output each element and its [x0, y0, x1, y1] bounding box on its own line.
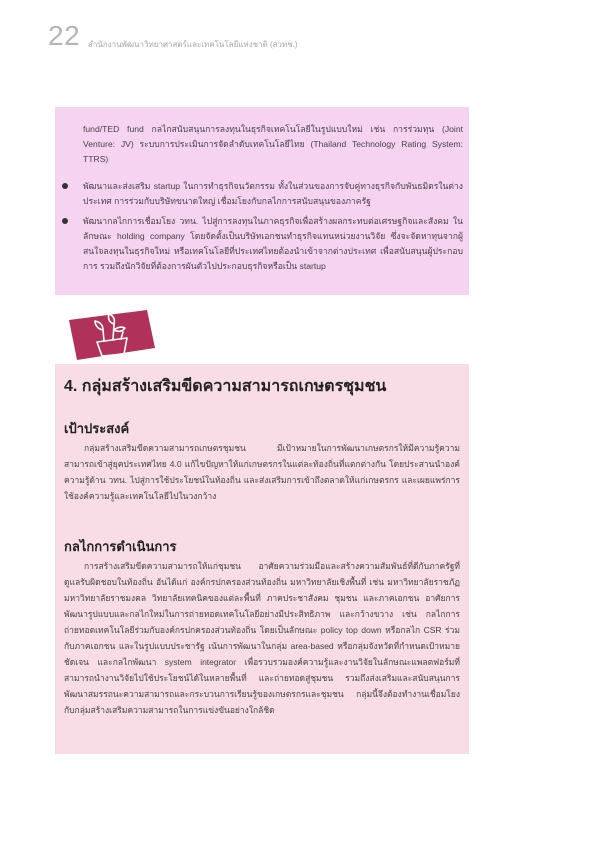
page-number: 22	[48, 20, 81, 51]
info-box-pink	[55, 107, 469, 295]
bullet-icon	[62, 183, 68, 189]
objective-paragraph: กลุ่มสร้างเสริมขีดความสามารถเกษตรชุมชน มีเป้าหมายในการพัฒนาเกษตรกรให้มีความรู้ความสามารถเข้าสู่ยุคประเทศไทย 4.0 แก้ไขปัญหาให้แก่เกษตรกรในแต่ละท้องถิ่นที่แตกต่างกัน โดยประสานนำองค์ความรู้ด้าน วทน. ไปสู่การใช้ประโยชน์ในท้องถิ่น และส่งเสริมการเข้าถึงตลาดให้แก่เกษตรกร และเผยแพร่การใช้องค์ความรู้และเทคโนโลยีไปในวงกว้าง	[64, 443, 460, 501]
bullet-item-startup: พัฒนาและส่งเสริม startup ในการทำธุรกิจนวัตกรรม ทั้งในส่วนของการจับคู่ทางธุรกิจกับพันธมิตรในต่างประเทศ การร่วมกับบริษัทขนาดใหญ่ เชื่อมโยงกับกลไกการสนับสนุนของภาครัฐ	[83, 181, 463, 206]
objective-heading: เป้าประสงค์	[64, 421, 130, 436]
section-box	[55, 364, 469, 754]
bullet-icon	[62, 218, 68, 224]
mechanism-heading: กลไกการดำเนินการ	[64, 539, 177, 554]
plant-pot-icon	[69, 310, 155, 364]
mechanism-paragraph: การสร้างเสริมขีดความสามารถให้แก่ชุมชน อาศัยความร่วมมือและสร้างความสัมพันธ์ที่ดีกับภาครัฐที่ดูแลรับผิดชอบในท้องถิ่น อันได้แก่ องค์กรปกครองส่วนท้องถิ่น มหาวิทยาลัยเชิงพื้นที่ เช่น มหาวิทยาลัยราชภัฏ มหาวิทยาลัยราชมงคล วิทยาลัยเทคนิคของแต่ละพื้นที่ ภาคประชาสังคม ชุมชน และภาคเอกชน อาศัยการพัฒนารูปแบบและกลไกใหม่ในการถ่ายทอดเทคโนโลยีอย่างมีประสิทธิภาพ และกว้างขวาง เช่น กลไกการถ่ายทอดเทคโนโลยีร่วมกับองค์กรปกครองส่วนท้องถิ่น โดยเป็นลักษณะ policy top down หรือกลไก CSR ร่วมกับภาคเอกชน และในรูปแบบประชารัฐ เน้นการพัฒนาในกลุ่ม area-based หรือกลุ่มจังหวัดที่กำหนดเป้าหมายชัดเจน และกลไกพัฒนา system integrator เพื่อรวบรวมองค์ความรู้และงานวิจัยในลักษณะแพลตฟอร์มที่สามารถนำงานวิจัยไปใช้ประโยชน์ได้ในหลายพื้นที่ และถ่ายทอดสู่ชุมชน รวมถึงส่งเสริมและสนับสนุนการพัฒนาสมรรถนะความสามารถและกระบวนการเรียนรู้ของเกษตรกรและชุมชน กลุ่มนี้จึงต้องทำงานเชื่อมโยงกับกลุ่มสร้างเสริมความสามารถในการแข่งขันอย่างใกล้ชิด	[64, 561, 460, 715]
bullet-item-holding-company: พัฒนากลไกการเชื่อมโยง วทน. ไปสู่การลงทุนในภาคธุรกิจเพื่อสร้างผลกระทบต่อเศรษฐกิจและสังคม ในลักษณะ holding company โดยจัดตั้งเป็นบริษัทเอกชนทำธุรกิจแทนหน่วยงานวิจัย ซึ่งจะจัดหาทุนจากผู้สนใจลงทุนในธุรกิจใหม่ หรือเทคโนโลยีที่ประเทศไทยต้องนำเข้าจากต่างประเทศ เพื่อสนับสนุนผู้ประกอบการ รวมถึงนักวิจัยที่ต้องการผันตัวไปประกอบธุรกิจหรือเป็น startup	[83, 216, 463, 271]
section-heading: 4. กลุ่มสร้างเสริมขีดความสามารถเกษตรชุมชน	[64, 378, 387, 395]
fund-paragraph: fund/TED fund กลไกสนับสนุนการลงทุนในธุรกิจเทคโนโลยีในรูปแบบใหม่ เช่น การร่วมทุน (Joint Venture: JV) ระบบการประเมินการจัดลำดับเทคโนโลยีไทย (Thailand Technology Rating System: TTRS)	[83, 124, 463, 164]
header-title: สำนักงานพัฒนาวิทยาศาสตร์และเทคโนโลยีแห่งชาติ (สวทช.)	[88, 40, 298, 49]
